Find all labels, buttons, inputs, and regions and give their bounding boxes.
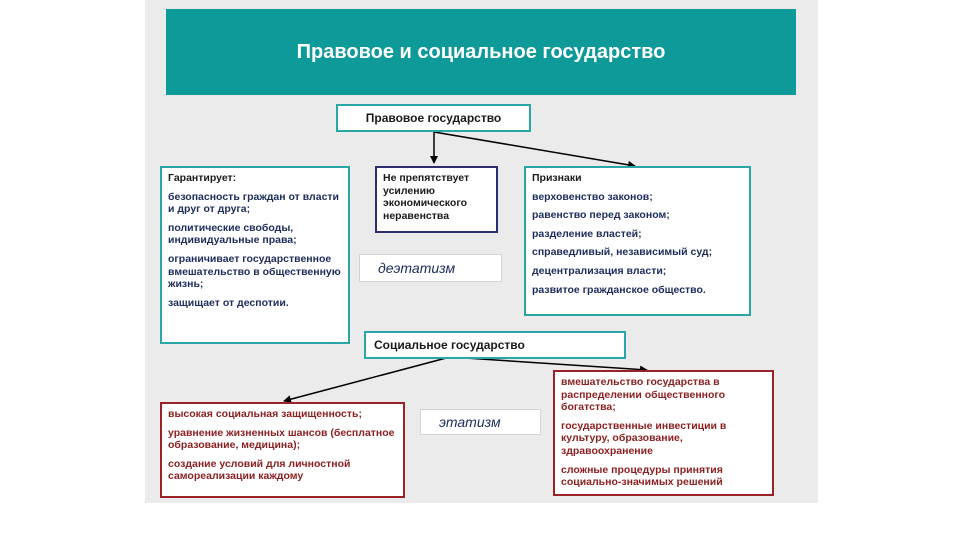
social-state-title: Социальное государство [374,337,525,352]
not-prevent-text: Не препятствует усилению экономического неравенства [383,172,470,222]
guarantees-item: защищает от деспотии. [168,296,289,309]
guarantees-item: безопасность граждан от власти и друг от друга; [168,190,339,216]
rule-of-law-title-box [336,104,531,132]
deetatism-box [359,254,502,282]
page-title-text: Правовое и социальное государство [296,40,666,63]
social-left-item: создание условий для личностной самореализации каждому [168,457,351,483]
signs-item: развитое гражданское общество. [532,283,706,296]
signs-item: разделение властей; [532,227,642,240]
guarantees-item: ограничивает государственное вмешательство в общественную жизнь; [168,252,341,291]
not-prevent-box [375,166,498,233]
social-left-item: высокая социальная защищенность; [168,408,362,420]
signs-item: верховенство законов; [532,190,653,203]
signs-item: справедливый, независимый суд; [532,246,713,259]
social-right-box [553,370,774,496]
social-right-item: государственные инвестиции в культуру, образование, здравоохранение [561,419,727,457]
signs-item: равенство перед законом; [532,209,670,222]
rule-of-law-title: Правовое государство [365,110,502,125]
social-left-box [160,402,405,498]
arrow-to-signs [434,132,635,166]
guarantees-item: политические свободы, индивидуальные права; [168,221,297,247]
deetatism-label: деэтатизм [378,260,456,276]
guarantees-heading: Гарантирует: [168,172,237,184]
social-state-title-box [364,331,626,359]
social-left-item: уравнение жизненных шансов (бесплатное образование, медицина); [168,426,395,452]
signs-box [524,166,751,316]
etatism-label: этатизм [439,414,501,430]
arrow-to-social-left [284,357,450,401]
signs-item: децентрализация власти; [532,264,667,277]
etatism-box [420,409,541,435]
signs-heading: Признаки [532,172,582,184]
guarantees-box [160,166,350,344]
social-right-item: вмешательство государства в распределении общественного богатства; [561,376,726,414]
social-right-item: сложные процедуры принятия социально-значимых решений [561,463,723,489]
